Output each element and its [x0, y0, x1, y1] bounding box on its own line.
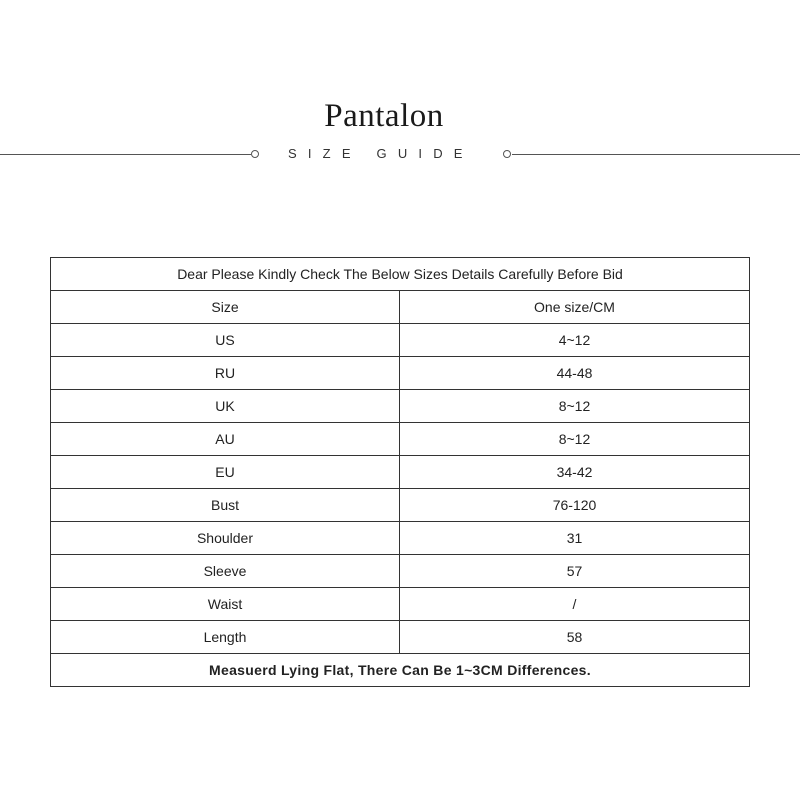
row-value: 57 — [400, 555, 750, 588]
row-label: EU — [51, 456, 400, 489]
row-label: US — [51, 324, 400, 357]
row-value: 4~12 — [400, 324, 750, 357]
row-label: Waist — [51, 588, 400, 621]
table-row — [51, 522, 750, 555]
table-notice-row — [51, 258, 750, 291]
row-value: 44-48 — [400, 357, 750, 390]
page-title: Pantalon — [324, 98, 444, 134]
table-footer-row — [51, 654, 750, 687]
divider-line-left — [0, 154, 251, 155]
footer-note: Measuerd Lying Flat, There Can Be 1~3CM Differences. — [51, 654, 750, 687]
table-row — [51, 390, 750, 423]
table-row — [51, 456, 750, 489]
table-row — [51, 621, 750, 654]
row-label: AU — [51, 423, 400, 456]
page-subtitle: SIZE GUIDE — [288, 146, 474, 161]
table-row — [51, 588, 750, 621]
row-value: / — [400, 588, 750, 621]
row-label: Shoulder — [51, 522, 400, 555]
table-row — [51, 324, 750, 357]
row-value: 58 — [400, 621, 750, 654]
row-label: Length — [51, 621, 400, 654]
table-header-row — [51, 291, 750, 324]
table-row — [51, 423, 750, 456]
row-label: Sleeve — [51, 555, 400, 588]
notice-cell: Dear Please Kindly Check The Below Sizes Details Carefully Before Bid — [51, 258, 750, 291]
column-header-size: Size — [51, 291, 400, 324]
row-value: 31 — [400, 522, 750, 555]
table-row — [51, 555, 750, 588]
row-value: 76-120 — [400, 489, 750, 522]
table-row — [51, 357, 750, 390]
row-value: 8~12 — [400, 423, 750, 456]
table-row — [51, 489, 750, 522]
row-label: RU — [51, 357, 400, 390]
row-value: 8~12 — [400, 390, 750, 423]
column-header-one-size: One size/CM — [400, 291, 750, 324]
row-value: 34-42 — [400, 456, 750, 489]
divider-dot-left — [251, 150, 259, 158]
row-label: UK — [51, 390, 400, 423]
size-table — [50, 257, 750, 687]
divider-line-right — [512, 154, 800, 155]
divider-dot-right — [503, 150, 511, 158]
row-label: Bust — [51, 489, 400, 522]
subtitle-divider — [0, 144, 800, 166]
